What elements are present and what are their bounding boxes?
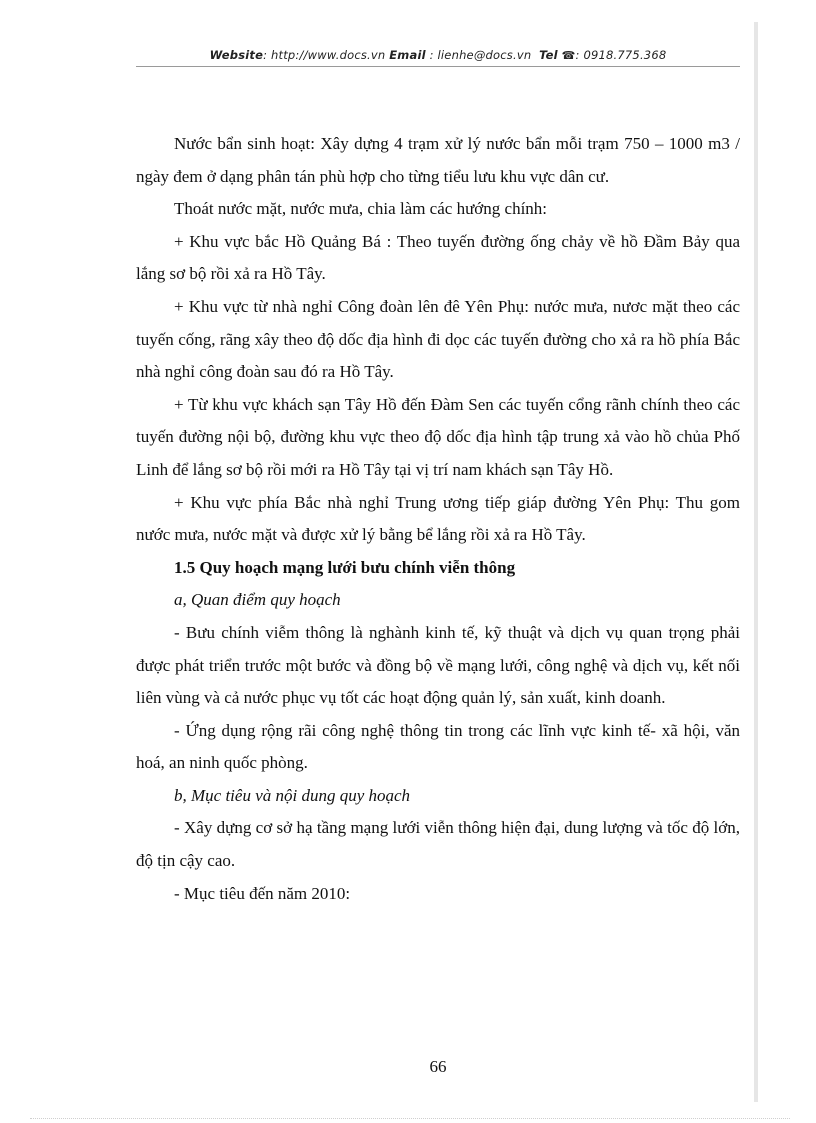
section-heading: 1.5 Quy hoạch mạng lưới bưu chính viễn thông [174,557,516,577]
paragraph-target-2010: - Mục tiêu đến năm 2010: [174,883,351,903]
paragraph-it-application: - Ứng dụng rộng rãi công nghệ thông tin trong các lĩnh vực kinh tế- xã hội, văn hoá, an ninh quốc phòng. [136,720,740,773]
paragraph-waste-water: Nước bẩn sinh hoạt: Xây dựng 4 trạm xử lý nước bẩn mỗi trạm 750 – 1000 m3 / ngày đem ở dạng phân tán phù hợp cho từng tiểu lưu khu vực dân cư. [136,134,740,186]
website-label: Website [209,48,264,62]
page-bottom-border [30,1118,790,1119]
phone-icon: ☎ [561,49,576,62]
document-body [136,128,740,910]
header-rule [136,66,740,67]
email-address: : lienhe@docs.vn [425,48,532,62]
paragraph-drainage-tay-ho: + Từ khu vực khách sạn Tây Hồ đến Đàm Sen các tuyến cổng rãnh chính theo các tuyến đường nội bộ, đường khu vực theo độ dốc địa hình tập trung xả vào hồ chủa Phố Linh để lắng sơ bộ rồi mới ra Hồ Tây tại vị trí nam khách sạn Tây Hồ. [136,394,740,479]
email-label: Email [389,48,426,62]
tel-label: Tel [539,48,558,62]
website-url: : http://www.docs.vn [263,48,386,62]
page-edge-shadow [754,22,758,1102]
paragraph-drainage-cong-doan: + Khu vực từ nhà nghỉ Công đoàn lên đê Yên Phụ: nước mưa, nươc mặt theo các tuyến cống, rãng xây theo độ dốc địa hình đi dọc các tuyến đường cho xả ra hồ phía Bắc nhà nghỉ công đoàn sau đó ra Hồ Tây. [136,296,740,382]
paragraph-drainage-intro: Thoát nước mặt, nước mưa, chia làm các hướng chính: [174,199,548,219]
page-header [136,48,740,62]
paragraph-infrastructure: - Xây dựng cơ sở hạ tầng mạng lưới viễn thông hiện đại, dung lượng và tốc độ lớn, độ tịn cậy cao. [136,818,740,871]
paragraph-drainage-quang-ba: + Khu vực bắc Hồ Quảng Bá : Theo tuyến đường ống chảy về hồ Đầm Bảy qua lắng sơ bộ rồi xả ra Hồ Tây. [136,231,740,284]
paragraph-telecom-viewpoint: - Bưu chính viễm thông là nghành kinh tế, kỹ thuật và dịch vụ quan trọng phải được phát triển trước một bước và đồng bộ về mạng lưới, công nghệ và dịch vụ, kết nối liên vùng và cả nước phục vụ tốt các hoạt động quản lý, sản xuất, kinh doanh. [136,622,740,708]
paragraph-drainage-trung-uong: + Khu vực phía Bắc nhà nghỉ Trung ương tiếp giáp đường Yên Phụ: Thu gom nước mưa, nước mặt và được xử lý bằng bể lắng rồi xả ra Hồ Tây. [136,492,740,545]
subheading-b: b, Mục tiêu và nội dung quy hoạch [174,785,411,805]
subheading-a: a, Quan điểm quy hoạch [174,590,341,610]
tel-number: : 0918.775.368 [575,48,667,62]
page-number: 66 [429,1057,447,1076]
